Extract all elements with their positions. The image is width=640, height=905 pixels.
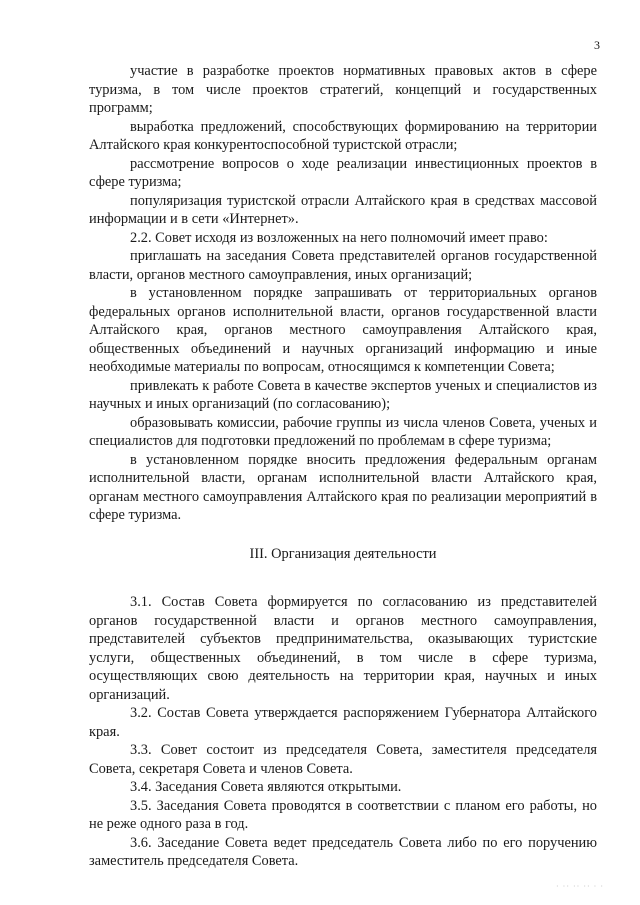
- paragraph: 3.4. Заседания Совета являются открытыми.: [130, 779, 402, 795]
- paragraph: 2.2. Совет исходя из возложенных на него полномочий имеет право:: [130, 229, 548, 246]
- paragraph: рассмотрение вопросов о ходе реализации инвестиционных проектов в сфере туризма;: [89, 155, 597, 190]
- scan-artifact: · ·· ·· ·· · ·: [556, 882, 604, 891]
- paragraph: популяризация туристской отрасли Алтайского края в средствах массовой информации и в сети «Интернет».: [89, 192, 597, 227]
- paragraph: 3.3. Совет состоит из председателя Совета, заместителя председателя Совета, секретаря Совета и членов Совета.: [89, 742, 597, 777]
- paragraph: участие в разработке проектов нормативных правовых актов в сфере туризма, в том числе проектов стратегий, концепций и государственных программ;: [89, 63, 597, 116]
- paragraph: привлекать к работе Совета в качестве экспертов ученых и специалистов из научных и иных организаций (по согласованию);: [89, 377, 597, 412]
- paragraph: в установленном порядке запрашивать от территориальных органов федеральных органов исполнительной власти, органов государственной власти Алтайского края, органов местного самоуправления Алтайского края, общественных объединений и научных организаций информацию и иные необходимые материалы по вопросам, относящимся к компетенции Совета;: [89, 285, 597, 375]
- paragraph: 3.2. Состав Совета утверждается распоряжением Губернатора Алтайского края.: [89, 705, 597, 740]
- paragraph: 3.6. Заседание Совета ведет председатель Совета либо по его поручению заместитель председателя Совета.: [89, 834, 597, 869]
- paragraph: образовывать комиссии, рабочие группы из числа членов Совета, ученых и специалистов для подготовки предложений по проблемам в сфере туризма;: [89, 414, 597, 449]
- paragraph: в установленном порядке вносить предложения федеральным органам исполнительной власти, органам исполнительной власти Алтайского края, органам местного самоуправления Алтайского края по реализации мероприятий в сфере туризма.: [89, 451, 597, 523]
- paragraph: 3.5. Заседания Совета проводятся в соответствии с планом его работы, но не реже одного раза в год.: [89, 797, 597, 832]
- page-number: 3: [594, 38, 600, 52]
- paragraph: 3.1. Состав Совета формируется по согласованию из представителей органов государственной власти и органов местного самоуправления, представителей субъектов предпринимательства, оказывающих туристские услуги, общественных объединений, в том числе в сфере туризма, осуществляющих свою деятельность на территории края, научных и иных организаций.: [89, 594, 597, 703]
- document-body: [89, 62, 597, 871]
- section-title: III. Организация деятельности: [249, 545, 437, 562]
- paragraph: приглашать на заседания Совета представителей органов государственной власти, органов местного самоуправления, иных организаций;: [89, 248, 597, 283]
- paragraph: выработка предложений, способствующих формированию на территории Алтайского края конкурентоспособной туристской отрасли;: [89, 118, 597, 153]
